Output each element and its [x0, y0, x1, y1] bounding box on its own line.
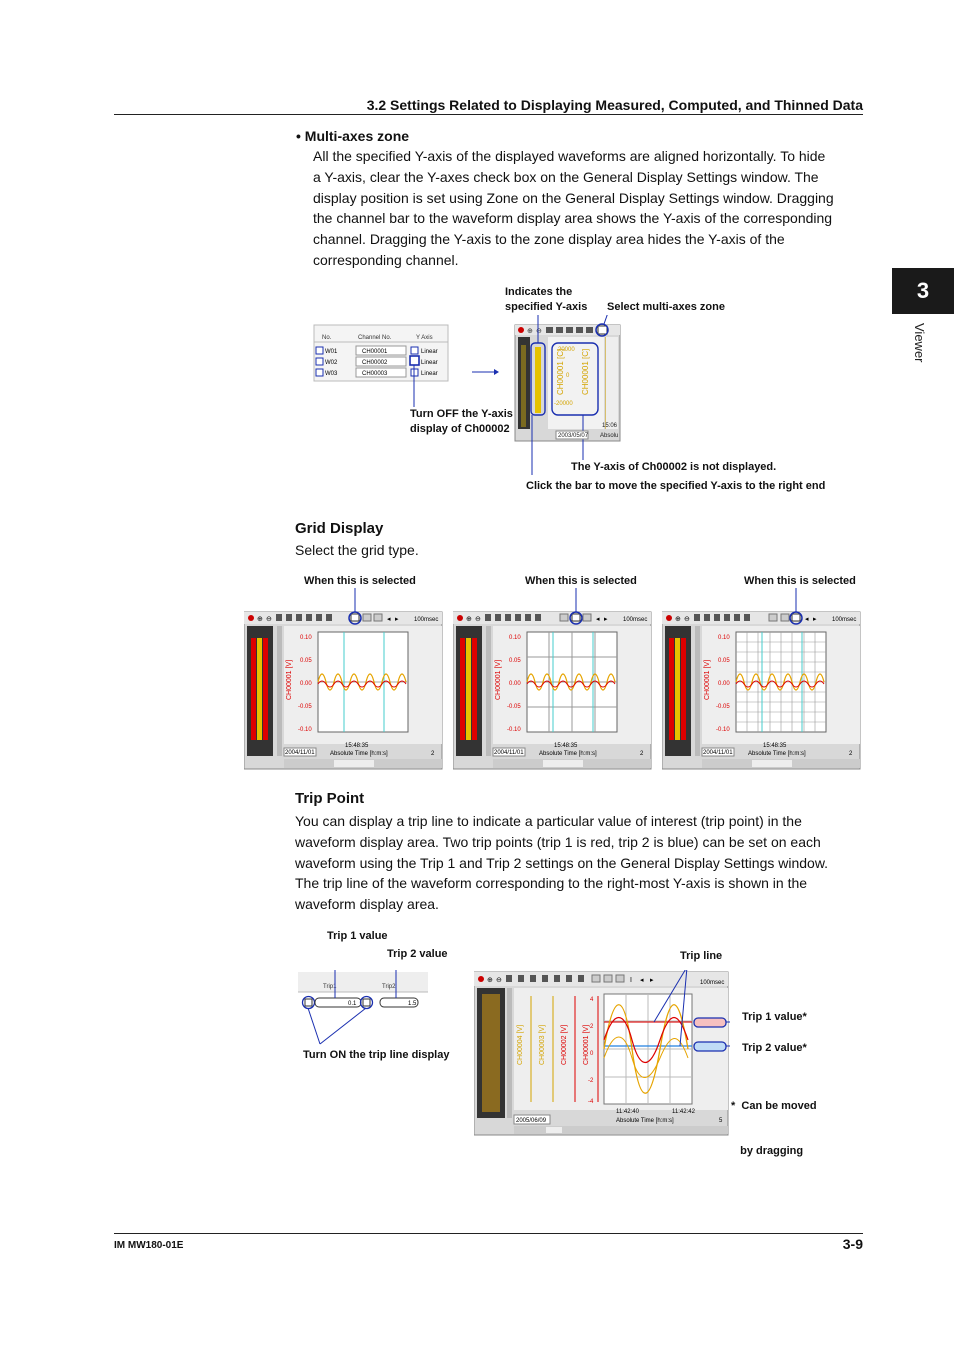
- time-axis-label: Absolute Time [h:m:s]: [539, 751, 597, 757]
- tick-label: 0: [590, 1051, 594, 1057]
- paragraph-line: You can display a trip line to indicate a particular value of interest (trip point) in the: [295, 813, 802, 829]
- scroll-left-icon[interactable]: ◂: [387, 616, 391, 623]
- toolbar-icon[interactable]: [485, 614, 491, 621]
- axis-label: CH00002 [V]: [561, 1024, 568, 1065]
- paragraph-line: the channel bar to the waveform display area shows the Y-axis of the corresponding: [313, 210, 833, 227]
- label-trip2-star: Trip 2 value*: [742, 1042, 807, 1054]
- toolbar-icon[interactable]: [556, 327, 563, 333]
- trip1-marker[interactable]: [694, 1018, 726, 1027]
- tick-label: -4: [588, 1099, 594, 1105]
- grid-medium-icon[interactable]: [604, 975, 612, 982]
- svg-text:W01: W01: [325, 349, 338, 355]
- row-checkbox[interactable]: [316, 347, 323, 354]
- tick-label: 0.00: [509, 681, 521, 687]
- date-value: 2004/11/01: [494, 750, 524, 756]
- grid-medium-icon[interactable]: [781, 614, 789, 621]
- time-axis-label: Absolute Time [h:m:s]: [330, 751, 388, 757]
- zoom-out-icon[interactable]: ⊖: [684, 616, 690, 623]
- grid-none-icon[interactable]: [351, 614, 359, 621]
- grid-medium-icon[interactable]: [363, 614, 371, 621]
- cursor-icon[interactable]: I: [630, 977, 632, 984]
- label-trip1-value: Trip 1 value: [327, 930, 388, 942]
- grid-panel-medium-grid: [453, 588, 653, 770]
- time-value: 11:42:40: [616, 1109, 639, 1115]
- svg-text:CH00001: CH00001: [362, 349, 388, 355]
- paragraph-line: display position is set using Zone on the General Display Settings window. Dragging: [313, 189, 834, 206]
- multi-axes-heading: • Multi-axes zone: [296, 128, 410, 144]
- page-indicator: 5: [719, 1118, 723, 1124]
- toolbar-icon[interactable]: [495, 614, 501, 621]
- scroll-right-icon[interactable]: ▸: [604, 616, 608, 623]
- y-axis-checkbox[interactable]: [411, 347, 418, 354]
- svg-text:Linear: Linear: [421, 349, 438, 355]
- paragraph-line: waveform display area.: [295, 896, 439, 913]
- tick-label: 0.10: [509, 635, 521, 641]
- axis-label: CH00004 [V]: [517, 1024, 524, 1065]
- toolbar-icon[interactable]: [744, 614, 750, 621]
- time-axis-label: Absolute Time [h:m:s]: [616, 1118, 674, 1124]
- toolbar-icon[interactable]: [714, 614, 720, 621]
- chapter-tab[interactable]: 3: [892, 268, 954, 314]
- axis-label: CH00001 [V]: [704, 659, 711, 700]
- toolbar-icon[interactable]: [566, 327, 573, 333]
- scrollbar-thumb[interactable]: [752, 760, 792, 767]
- multi-axes-paragraph: [313, 146, 873, 271]
- tick-label: 0.00: [300, 681, 312, 687]
- zoom-in-icon[interactable]: ⊕: [675, 616, 681, 623]
- toolbar-icon[interactable]: [554, 975, 560, 982]
- grid-fine-icon[interactable]: [374, 614, 382, 621]
- label-turn-off-y-axis: Turn OFF the Y-axis display of Ch00002: [410, 408, 513, 435]
- paragraph-line: All the specified Y-axis of the displayed waveforms are aligned horizontally. To hide: [313, 148, 826, 164]
- record-icon[interactable]: [518, 327, 524, 333]
- label-trip2-value: Trip 2 value: [387, 948, 448, 960]
- trip2-checkbox[interactable]: [363, 999, 370, 1006]
- toolbar-icon[interactable]: [505, 614, 511, 621]
- grid-medium-icon[interactable]: [572, 614, 580, 621]
- toolbar-icon[interactable]: [704, 614, 710, 621]
- grid-fine-icon[interactable]: [616, 975, 624, 982]
- toolbar-icon[interactable]: [546, 327, 553, 333]
- label-when-selected: When this is selected: [304, 575, 416, 587]
- grid-none-icon[interactable]: [560, 614, 568, 621]
- zoom-out-icon[interactable]: ⊖: [475, 616, 481, 623]
- table-header-no: No.: [322, 335, 332, 341]
- time-value: 15:48:35: [554, 743, 578, 749]
- time-value: 15:48:35: [763, 743, 787, 749]
- label-when-selected: When this is selected: [744, 575, 856, 587]
- tick-label: 0.05: [300, 658, 312, 664]
- scroll-right-icon[interactable]: ▸: [395, 616, 399, 623]
- zoom-level: 100msec: [414, 617, 439, 623]
- svg-text:Linear: Linear: [421, 371, 438, 377]
- axis-label: CH00001 [V]: [583, 1024, 590, 1065]
- row-checkbox[interactable]: [316, 369, 323, 376]
- label-when-selected: When this is selected: [525, 575, 637, 587]
- record-icon[interactable]: [666, 615, 672, 621]
- tick-label: 0.10: [718, 635, 730, 641]
- time-value: 11:42:42: [672, 1109, 695, 1115]
- trip-viewer-window: [474, 970, 730, 1138]
- paragraph-line: corresponding channel.: [313, 251, 459, 268]
- scroll-right-icon[interactable]: ▸: [650, 977, 654, 984]
- svg-text:W02: W02: [325, 360, 338, 366]
- toolbar-icon[interactable]: [530, 975, 536, 982]
- tick-label: -0.05: [298, 704, 312, 710]
- grid-fine-icon[interactable]: [583, 614, 591, 621]
- tick-label: 4: [590, 997, 594, 1003]
- tick-label: -0.10: [507, 727, 521, 733]
- label-select-multi-axes-zone: Select multi-axes zone: [607, 301, 725, 313]
- header-rule: [114, 114, 863, 115]
- section-header: 3.2 Settings Related to Displaying Measured, Computed, and Thinned Data: [366, 97, 863, 113]
- label-indicates-y-axis: Indicates the specified Y-axis: [505, 286, 588, 313]
- tick-label: -0.05: [507, 704, 521, 710]
- scrollbar-thumb[interactable]: [546, 1127, 562, 1133]
- tick-label: 0.00: [718, 681, 730, 687]
- tick-label: 0.05: [509, 658, 521, 664]
- scroll-right-icon[interactable]: ▸: [813, 616, 817, 623]
- toolbar-icon[interactable]: [326, 614, 332, 621]
- paragraph-line: The trip line of the waveform corresponding to the right-most Y-axis is shown in the: [295, 875, 808, 892]
- multi-axes-zone-icon[interactable]: [598, 326, 607, 334]
- footer-page-number: 3-9: [842, 1236, 863, 1252]
- axis-label: CH00001 [C]: [556, 348, 565, 395]
- zoom-in-icon[interactable]: ⊕: [487, 977, 493, 984]
- note-can-be-moved: * Can be moved by dragging: [731, 1100, 817, 1157]
- toolbar-icon[interactable]: [576, 327, 583, 333]
- svg-text:CH00003: CH00003: [362, 371, 388, 377]
- trip-point-heading: Trip Point: [295, 790, 365, 807]
- toolbar-icon[interactable]: [296, 614, 302, 621]
- toolbar-icon[interactable]: [694, 614, 700, 621]
- paragraph-line: a Y-axis, clear the Y-axes check box on the General Display Settings window. The: [313, 168, 819, 185]
- time-label: Absolu: [600, 433, 619, 439]
- paragraph-line: channel. Dragging the Y-axis to the zone display area hides the Y-axis of the: [313, 231, 785, 248]
- record-icon[interactable]: [248, 615, 254, 621]
- record-icon[interactable]: [478, 976, 484, 982]
- footer-doc-id: IM MW180-01E: [114, 1240, 184, 1251]
- toolbar-icon[interactable]: [578, 975, 584, 982]
- tick-label: 2: [590, 1024, 594, 1030]
- toolbar-icon[interactable]: [525, 614, 531, 621]
- col-trip2: Trip2: [382, 984, 396, 990]
- toolbar-icon[interactable]: [316, 614, 322, 621]
- axis-label: CH00003 [V]: [539, 1024, 546, 1065]
- zoom-level: 100msec: [623, 617, 648, 623]
- axis-label: CH00001 [C]: [581, 348, 590, 395]
- tick-label: 0.05: [718, 658, 730, 664]
- tick-label: 20000: [558, 347, 575, 353]
- axis-label: CH00001 [V]: [286, 659, 293, 700]
- toolbar-icon[interactable]: [535, 614, 541, 621]
- date-value: 2004/11/01: [285, 750, 315, 756]
- label-trip1-star: Trip 1 value*: [742, 1011, 807, 1023]
- label-trip-line: Trip line: [680, 950, 723, 962]
- toolbar-icon[interactable]: [542, 975, 548, 982]
- date-value: 2004/11/01: [703, 750, 733, 756]
- trip2-value: 1.5: [408, 1001, 417, 1007]
- zoom-out-icon[interactable]: ⊖: [536, 328, 542, 335]
- time-value: 15:48:35: [345, 743, 369, 749]
- label-turn-on-trip-line: Turn ON the trip line display: [303, 1049, 450, 1061]
- svg-text:CH00002: CH00002: [362, 360, 388, 366]
- toolbar-icon[interactable]: [306, 614, 312, 621]
- grid-panel-no-grid: [244, 588, 444, 770]
- toolbar-icon[interactable]: [515, 614, 521, 621]
- trip1-value: 0.1: [348, 1001, 357, 1007]
- page-indicator: 2: [431, 751, 435, 757]
- page-indicator: 2: [640, 751, 644, 757]
- paragraph-line: waveform using the Trip 1 and Trip 2 settings on the General Display Settings window.: [295, 854, 829, 871]
- zoom-out-icon[interactable]: ⊖: [266, 616, 272, 623]
- grid-display-subtitle: Select the grid type.: [295, 542, 419, 558]
- date-value: 2003/05/07: [558, 433, 589, 439]
- grid-display-heading: Grid Display: [295, 520, 384, 537]
- tick-label: -20000: [554, 401, 573, 407]
- zoom-in-icon[interactable]: ⊕: [466, 616, 472, 623]
- toolbar-icon[interactable]: [734, 614, 740, 621]
- scrollbar-thumb[interactable]: [543, 760, 583, 767]
- toolbar-icon[interactable]: [286, 614, 292, 621]
- page-indicator: 2: [849, 751, 853, 757]
- zoom-level: 100msec: [832, 617, 857, 623]
- tick-label: -0.05: [716, 704, 730, 710]
- col-trip1: Trip1: [323, 984, 337, 990]
- toolbar-icon[interactable]: [518, 975, 524, 982]
- date-value: 2005/06/09: [516, 1118, 547, 1124]
- multi-axes-figure: [300, 315, 630, 485]
- toolbar-icon[interactable]: [506, 975, 512, 982]
- chapter-tab-label: Viewer: [912, 323, 927, 363]
- toolbar-icon[interactable]: [566, 975, 572, 982]
- zoom-level: 100msec: [700, 980, 725, 986]
- tick-label: 0.10: [300, 635, 312, 641]
- label-y-axis-not-displayed: The Y-axis of Ch00002 is not displayed.: [571, 461, 777, 473]
- y-axis-checkbox-off[interactable]: [410, 356, 419, 365]
- toolbar-icon[interactable]: [276, 614, 282, 621]
- grid-panel-fine-grid: [662, 588, 862, 770]
- toolbar-icon[interactable]: [724, 614, 730, 621]
- label-click-bar: Click the bar to move the specified Y-axis to the right end: [526, 480, 826, 492]
- scroll-left-icon[interactable]: ◂: [805, 616, 809, 623]
- time-value: 15:06: [602, 423, 618, 429]
- paragraph-line: waveform display area. Two trip points (trip 1 is red, trip 2 is blue) can be set on each: [295, 833, 821, 850]
- time-axis-label: Absolute Time [h:m:s]: [748, 751, 806, 757]
- scroll-left-icon[interactable]: ◂: [640, 977, 644, 984]
- scrollbar-thumb[interactable]: [334, 760, 374, 767]
- scroll-left-icon[interactable]: ◂: [596, 616, 600, 623]
- row-checkbox[interactable]: [316, 358, 323, 365]
- tick-label: -0.10: [298, 727, 312, 733]
- footer-rule: [114, 1233, 863, 1234]
- zoom-in-icon[interactable]: ⊕: [527, 328, 533, 335]
- toolbar-icon[interactable]: [586, 327, 593, 333]
- svg-text:Linear: Linear: [421, 360, 438, 366]
- tick-label: -2: [588, 1078, 594, 1084]
- zoom-out-icon[interactable]: ⊖: [496, 977, 502, 984]
- grid-none-icon[interactable]: [769, 614, 777, 621]
- grid-fine-icon[interactable]: [792, 614, 800, 621]
- grid-none-icon[interactable]: [592, 975, 600, 982]
- trip-point-paragraph: [295, 811, 865, 915]
- tick-label: -0.10: [716, 727, 730, 733]
- trip-settings-snippet: [298, 970, 433, 1050]
- table-header-yaxis: Y Axis: [416, 335, 433, 341]
- axis-label: CH00001 [V]: [495, 659, 502, 700]
- tick-label: 0: [566, 373, 570, 379]
- trip2-marker[interactable]: [694, 1042, 726, 1051]
- zoom-in-icon[interactable]: ⊕: [257, 616, 263, 623]
- record-icon[interactable]: [457, 615, 463, 621]
- svg-text:W03: W03: [325, 371, 338, 377]
- table-header-channel: Channel No.: [358, 335, 392, 341]
- trip1-checkbox[interactable]: [305, 999, 312, 1006]
